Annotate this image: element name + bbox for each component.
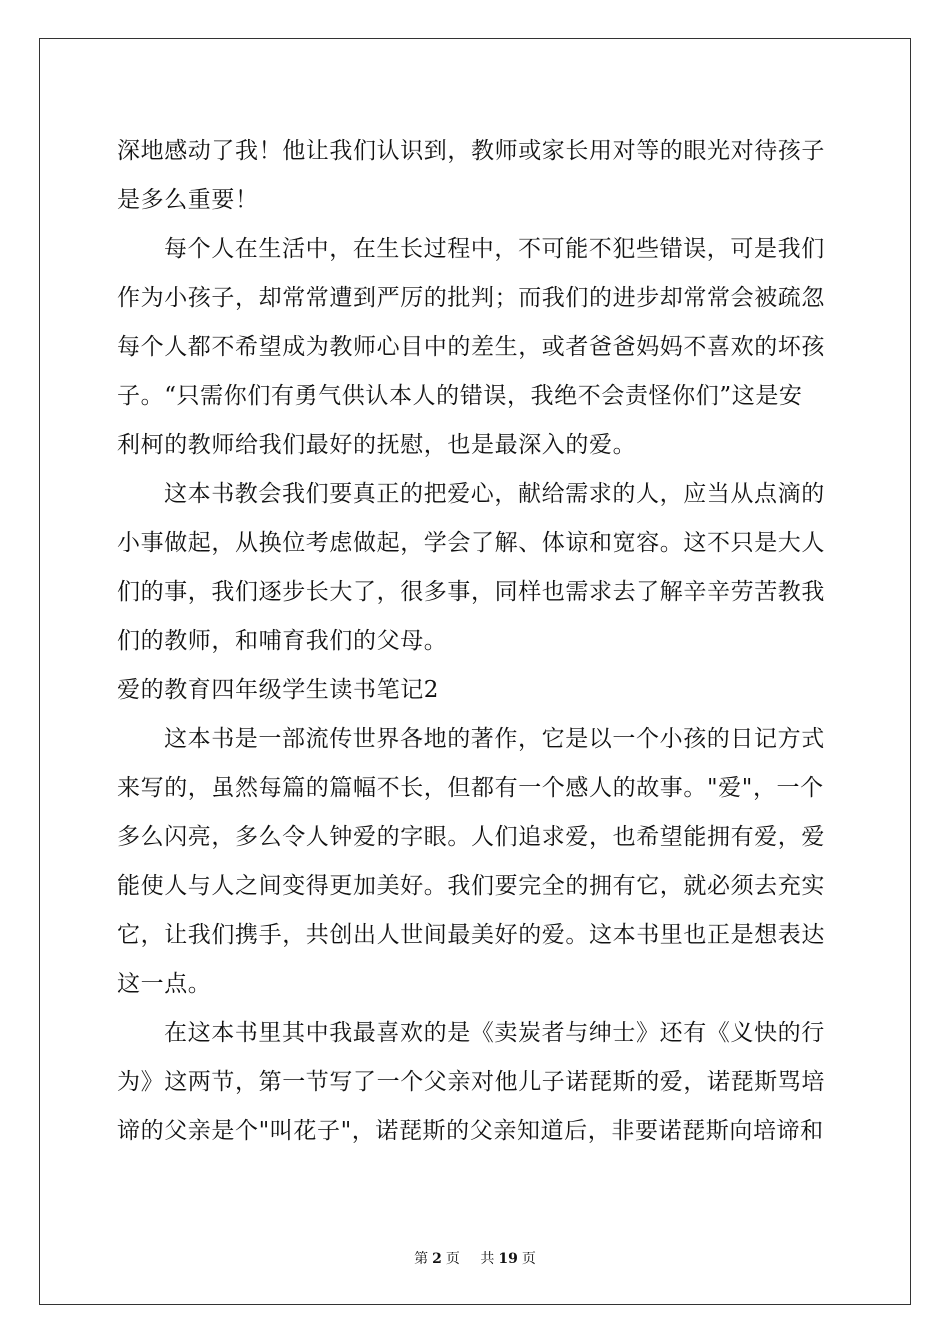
text-line: 利柯的教师给我们最好的抚慰，也是最深入的爱。 xyxy=(117,432,637,458)
page-number: 2 xyxy=(432,1251,442,1267)
page-footer xyxy=(0,1248,950,1268)
paragraph-start-line: 这本书教会我们要真正的把爱心，献给需求的人，应当从点滴的 xyxy=(164,481,825,507)
total-suffix: 页 xyxy=(521,1251,536,1267)
text-line: 它，让我们携手，共创出人世间最美好的爱。这本书里也正是想表达 xyxy=(117,922,825,948)
total-prefix: 共 xyxy=(480,1251,495,1267)
paragraph-start-line: 每个人在生活中，在生长过程中，不可能不犯些错误，可是我们 xyxy=(164,236,825,262)
text-line: 来写的，虽然每篇的篇幅不长，但都有一个感人的故事。"爱"，一个 xyxy=(117,775,824,801)
text-line: 小事做起，从换位考虑做起，学会了解、体谅和宽容。这不只是大人 xyxy=(117,530,825,556)
paragraph-start-line: 这本书是一部流传世界各地的著作，它是以一个小孩的日记方式 xyxy=(164,726,825,752)
text-line: 这一点。 xyxy=(117,971,212,997)
text-line: 们的事，我们逐步长大了，很多事，同样也需求去了解辛辛劳苦教我 xyxy=(117,579,825,605)
page-prefix: 第 xyxy=(414,1251,429,1267)
text-line: 子。“只需你们有勇气供认本人的错误，我绝不会责怪你们”这是安 xyxy=(117,383,803,409)
total-indicator xyxy=(476,1251,539,1267)
total-pages: 19 xyxy=(498,1251,518,1267)
text-line: 谛的父亲是个"叫花子"，诺琵斯的父亲知道后，非要诺琵斯向培谛和 xyxy=(117,1118,824,1144)
document-body xyxy=(117,127,833,1156)
text-line: 深地感动了我！他让我们认识到，教师或家长用对等的眼光对待孩子 xyxy=(117,138,825,164)
text-line: 作为小孩子，却常常遭到严厉的批判；而我们的进步却常常会被疏忽 xyxy=(117,285,825,311)
text-line: 能使人与人之间变得更加美好。我们要完全的拥有它，就必须去充实 xyxy=(117,873,825,899)
paragraph-start-line: 在这本书里其中我最喜欢的是《卖炭者与绅士》还有《义快的行 xyxy=(164,1020,825,1046)
text-line: 是多么重要！ xyxy=(117,187,259,213)
text-line: 们的教师，和哺育我们的父母。 xyxy=(117,628,448,654)
text-line: 多么闪亮，多么令人钟爱的字眼。人们追求爱，也希望能拥有爱，爱 xyxy=(117,824,825,850)
text-line: 为》这两节，第一节写了一个父亲对他儿子诺琵斯的爱，诺琵斯骂培 xyxy=(117,1069,825,1095)
page-suffix: 页 xyxy=(445,1251,460,1267)
section-heading: 爱的教育四年级学生读书笔记2 xyxy=(117,677,440,703)
text-line: 每个人都不希望成为教师心目中的差生，或者爸爸妈妈不喜欢的坏孩 xyxy=(117,334,825,360)
page-indicator xyxy=(410,1251,464,1267)
